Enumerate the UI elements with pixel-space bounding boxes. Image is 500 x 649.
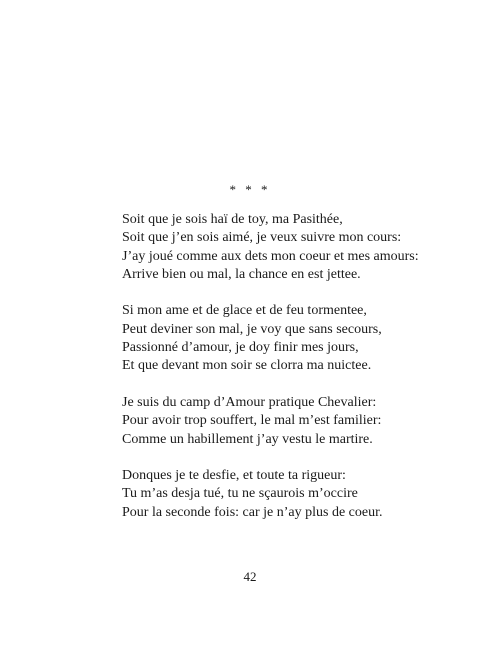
stanza-3 — [122, 394, 482, 449]
verse-line: Pour la seconde fois: car je n’ay plus de coeur. — [122, 504, 383, 520]
verse-line: Arrive bien ou mal, la chance en est jettee. — [122, 266, 361, 282]
stanza-2 — [122, 302, 482, 375]
verse-line: Et que devant mon soir se clorra ma nuictee. — [122, 358, 372, 374]
sonnet — [122, 211, 482, 522]
verse-line: Pour avoir trop souffert, le mal m’est familier: — [122, 413, 382, 429]
verse-line: Passionné d’amour, je doy finir mes jours, — [122, 340, 359, 356]
verse-line: Soit que j’en sois aimé, je veux suivre mon cours: — [122, 230, 402, 246]
verse-line: Je suis du camp d’Amour pratique Chevalier: — [122, 394, 377, 410]
section-ornament: * * * — [229, 182, 271, 197]
stanza-4 — [122, 467, 482, 522]
verse-line: Donques je te desfie, et toute ta rigueur: — [122, 468, 346, 484]
verse-line: Peut deviner son mal, je voy que sans secours, — [122, 321, 382, 337]
verse-line: Comme un habillement j’ay vestu le martire. — [122, 431, 373, 447]
stanza-1 — [122, 211, 482, 284]
verse-line: Soit que je sois haï de toy, ma Pasithée, — [122, 212, 343, 227]
page-number: 42 — [243, 569, 257, 584]
verse-line: Tu m’as desja tué, tu ne sçaurois m’occire — [122, 486, 358, 502]
verse-line: J’ay joué comme aux dets mon coeur et mes amours: — [122, 248, 419, 264]
verse-line: Si mon ame et de glace et de feu tormentee, — [122, 303, 367, 319]
